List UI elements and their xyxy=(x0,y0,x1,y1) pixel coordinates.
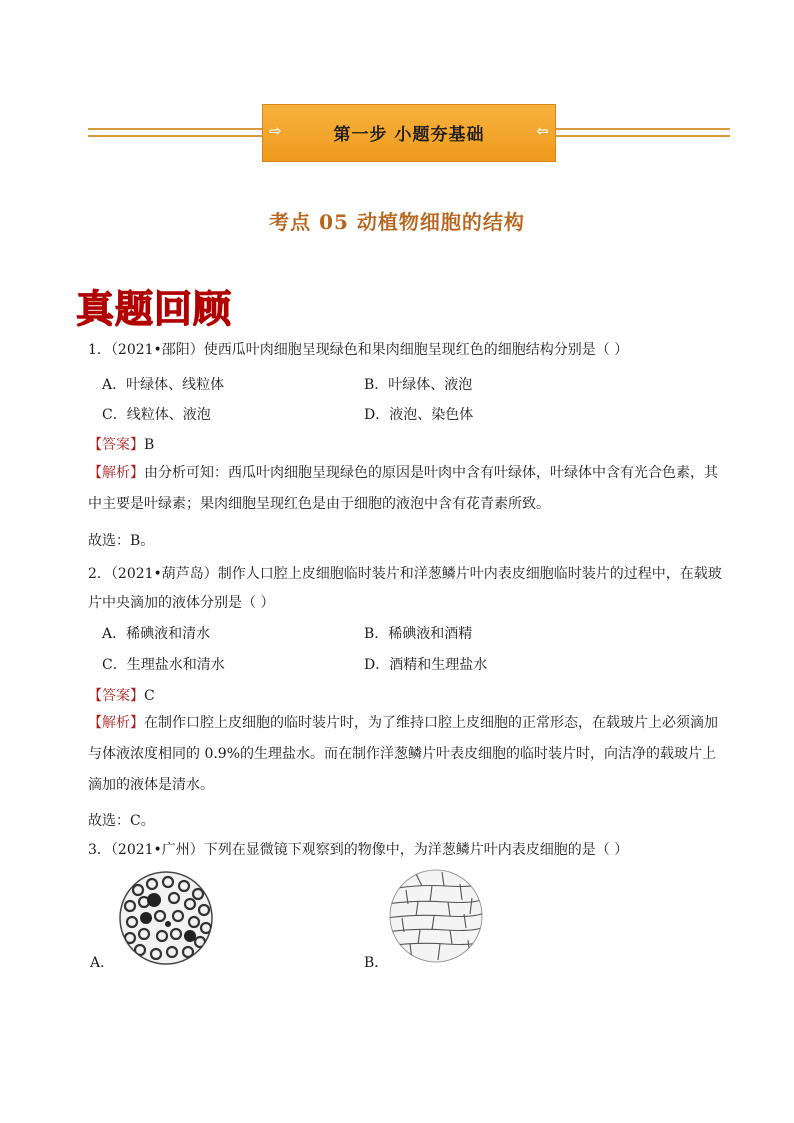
analysis-block xyxy=(88,458,728,520)
option: B．叶绿体、液泡 xyxy=(364,377,473,393)
topic-title: 考点 05 动植物细胞的结构 xyxy=(269,210,525,234)
analysis-text: 在制作口腔上皮细胞的临时装片时，为了维持口腔上皮细胞的正常形态，在载玻片上必须滴加与体液浓度相同的 0.9%的生理盐水。而在制作洋葱鳞片叶表皮细胞的临时装片时，向洁净的载玻片上滴加的液体是清水。 xyxy=(88,715,718,793)
question-stem: 1．（2021•邵阳）使西瓜叶肉细胞呈现绿色和果肉细胞呈现红色的细胞结构分别是（ ） xyxy=(88,342,629,358)
answer-label: 【答案】 xyxy=(88,688,144,704)
arrow-left-icon: ⇦ xyxy=(536,122,549,140)
option: A． xyxy=(90,955,115,971)
option: C．生理盐水和清水 xyxy=(102,657,225,673)
answer-value: B xyxy=(144,437,155,453)
analysis-block xyxy=(88,708,728,801)
section-stamp xyxy=(74,282,244,330)
question-stem: 3．（2021•广州）下列在显微镜下观察到的物像中，为洋葱鳞片叶内表皮细胞的是（ ） xyxy=(88,842,629,858)
section-stamp-text: 真题回顾 xyxy=(76,287,233,330)
answer-line xyxy=(88,685,155,705)
option: C．线粒体、液泡 xyxy=(102,407,211,423)
arrow-right-icon: ⇨ xyxy=(269,122,282,140)
selection-line: 故选：C。 xyxy=(88,813,155,829)
option: A．叶绿体、线粒体 xyxy=(102,377,225,393)
analysis-label: 【解析】 xyxy=(88,465,144,481)
analysis-label: 【解析】 xyxy=(88,715,144,731)
micrograph-a xyxy=(118,870,214,970)
micrograph-b xyxy=(386,868,486,968)
answer-value: C xyxy=(144,688,155,704)
question-stem: 2．（2021•葫芦岛）制作人口腔上皮细胞临时装片和洋葱鳞片叶内表皮细胞临时装片的过程中，在载玻片中央滴加的液体分别是（ ） xyxy=(88,566,722,611)
option: D．液泡、染色体 xyxy=(364,407,474,423)
selection-line: 故选：B。 xyxy=(88,533,155,549)
section-banner xyxy=(88,104,730,162)
banner-box xyxy=(262,104,556,162)
analysis-text: 由分析可知：西瓜叶肉细胞呈现绿色的原因是叶肉中含有叶绿体，叶绿体中含有光合色素，其中主要是叶绿素；果肉细胞呈现红色是由于细胞的液泡中含有花青素所致。 xyxy=(88,465,718,512)
option: B．稀碘液和酒精 xyxy=(364,626,473,642)
option: D．酒精和生理盐水 xyxy=(364,657,488,673)
answer-label: 【答案】 xyxy=(88,437,144,453)
option: B． xyxy=(364,955,389,971)
banner-title: 第一步 小题夯基础 xyxy=(333,125,485,145)
option: A．稀碘液和清水 xyxy=(102,626,211,642)
answer-line xyxy=(88,434,154,454)
